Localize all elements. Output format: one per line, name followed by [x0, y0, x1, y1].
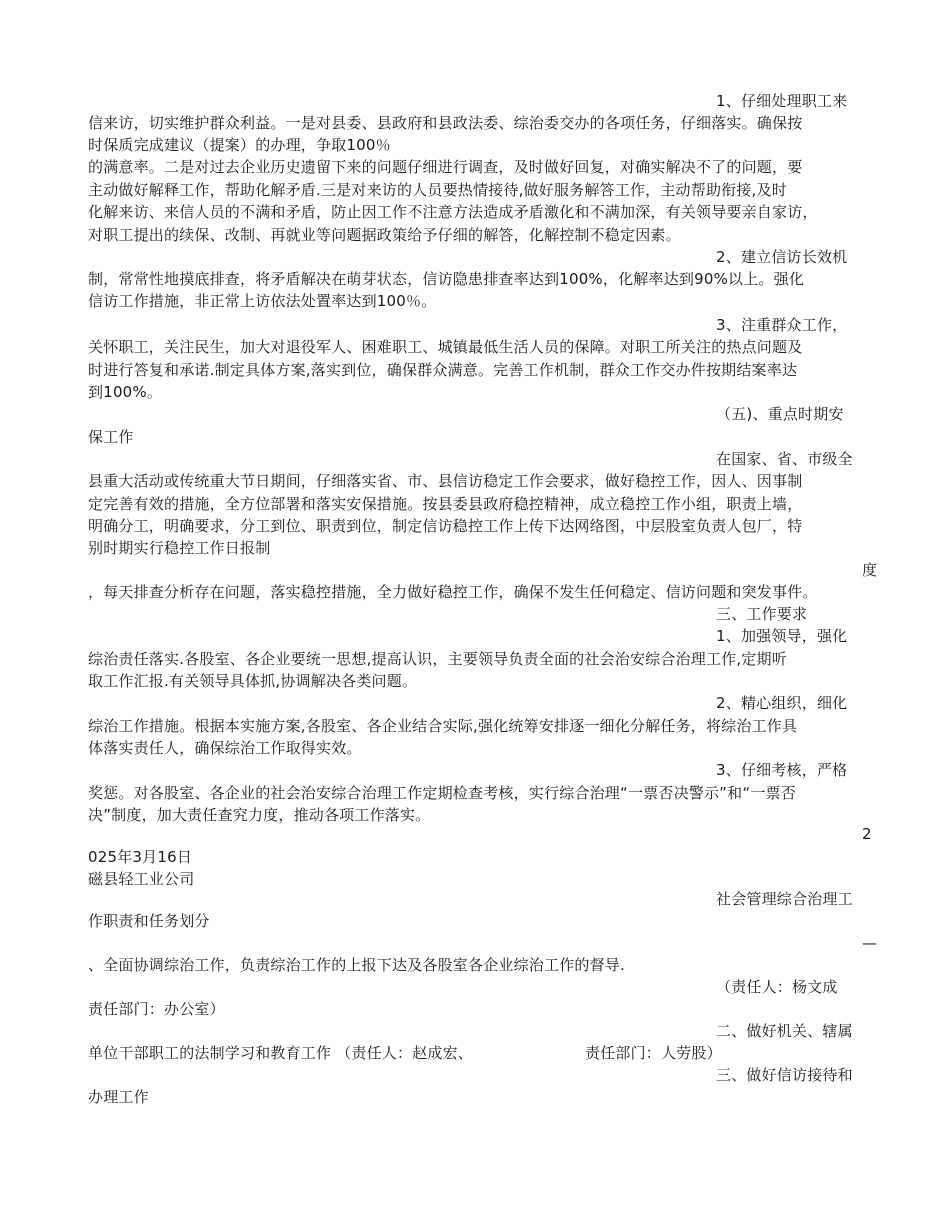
text-line: 奖惩。对各股室、各企业的社会治安综合治理工作定期检查考核，实行综合治理“一票否决警示”和“一票否	[88, 784, 796, 802]
text-line: —	[862, 934, 878, 952]
text-line: （责任人：杨文成	[716, 978, 838, 996]
text-line: 关怀职工，关注民生，加大对退役军人、困难职工、城镇最低生活人员的保障。对职工所关注的热点问题及	[88, 338, 803, 356]
text-line: 综治工作措施。根据本实施方案,各股室、各企业结合实际,强化统筹安排逐一细化分解任务，将综治工作具	[88, 717, 798, 735]
text-line: 3、仔细考核，严格	[716, 761, 848, 779]
text-line: 定完善有效的措施，全方位部署和落实安保措施。按县委县政府稳控精神，成立稳控工作小组，职责上墙，	[88, 495, 803, 513]
text-line: 的满意率。二是对过去企业历史遗留下来的问题仔细进行调查，及时做好回复，对确实解决不了的问题，要	[88, 158, 803, 176]
text-line: 3、注重群众工作，	[716, 316, 848, 334]
text-line: 县重大活动或传统重大节日期间，仔细落实省、市、县信访稳定工作会要求，做好稳控工作，因人、因事制	[88, 472, 803, 490]
text-line: 决”制度，加大责任查究力度，推动各项工作落实。	[88, 806, 431, 824]
text-line: ，每天排查分析存在问题，落实稳控措施，全力做好稳控工作，确保不发生任何稳定、信访问题和突发事件。	[88, 583, 818, 601]
section-heading: 作职责和任务划分	[88, 912, 210, 930]
text-line: 2、精心组织，细化	[716, 694, 848, 712]
section-heading: 社会管理综合治理工	[716, 890, 853, 908]
text-line: 信访工作措施，非正常上访依法处置率达到100％。	[88, 292, 437, 310]
text-line: 取工作汇报.有关领导具体抓,协调解决各类问题。	[88, 672, 418, 690]
text-line: 1、仔细处理职工来	[716, 92, 848, 110]
text-line: 综治责任落实.各股室、各企业要统一思想,提高认识，主要领导负责全面的社会治安综合治理工作,定期听	[88, 650, 787, 668]
section-heading: 三、工作要求	[716, 605, 808, 623]
text-line: 对职工提出的续保、改制、再就业等问题据政策给予仔细的解答，化解控制不稳定因素。	[88, 226, 681, 244]
text-line: 明确分工，明确要求，分工到位、职责到位，制定信访稳控工作上传下达网络图，中层股室负责人包厂，特	[88, 517, 803, 535]
text-line: 度	[862, 561, 878, 579]
text-line: 三、做好信访接待和	[716, 1066, 853, 1084]
section-heading: 保工作	[88, 428, 134, 446]
text-line: 办理工作	[88, 1088, 149, 1106]
text-line: 时保质完成建议（提案）的办理，争取100％	[88, 136, 391, 154]
text-line: 主动做好解释工作，帮助化解矛盾.三是对来访的人员要热情接待,做好服务解答工作，主动帮助衔接,及时	[88, 181, 787, 199]
date-line: 025年3月16日	[88, 848, 193, 866]
text-line: 时进行答复和承诺.制定具体方案,落实到位，确保群众满意。完善工作机制，群众工作交办件按期结案率达	[88, 361, 798, 379]
section-heading: （五)、重点时期安	[716, 405, 844, 423]
text-line: 在国家、省、市级全	[716, 450, 853, 468]
text-line: 二、做好机关、辖属	[716, 1022, 853, 1040]
text-line: 制，常常性地摸底排查，将矛盾解决在萌芽状态，信访隐患排查率达到100%，化解率达到90%以上。强化	[88, 270, 805, 288]
text-line: 体落实责任人，确保综治工作取得实效。	[88, 739, 362, 757]
text-line: 1、加强领导，强化	[716, 627, 848, 645]
text-line: 单位干部职工的法制学习和教育工作 （责任人：赵成宏、	[88, 1044, 473, 1062]
text-line: 到100%。	[88, 383, 163, 401]
text-line: 2、建立信访长效机	[716, 248, 848, 266]
text-line: 化解来访、来信人员的不满和矛盾，防止因工作不注意方法造成矛盾激化和不满加深，有关领导要亲自家访，	[88, 203, 818, 221]
company-name: 磁县轻工业公司	[88, 870, 195, 888]
text-line: 、全面协调综治工作，负责综治工作的上报下达及各股室各企业综治工作的督导.	[88, 956, 625, 974]
text-line: 责任部门：人劳股）	[585, 1044, 722, 1062]
text-line: 别时期实行稳控工作日报制	[88, 539, 271, 557]
text-line: 信来访，切实维护群众利益。一是对县委、县政府和县政法委、综治委交办的各项任务，仔细落实。确保按	[88, 114, 803, 132]
text-line: 责任部门：办公室）	[88, 1000, 225, 1018]
date-fragment: 2	[862, 825, 872, 843]
